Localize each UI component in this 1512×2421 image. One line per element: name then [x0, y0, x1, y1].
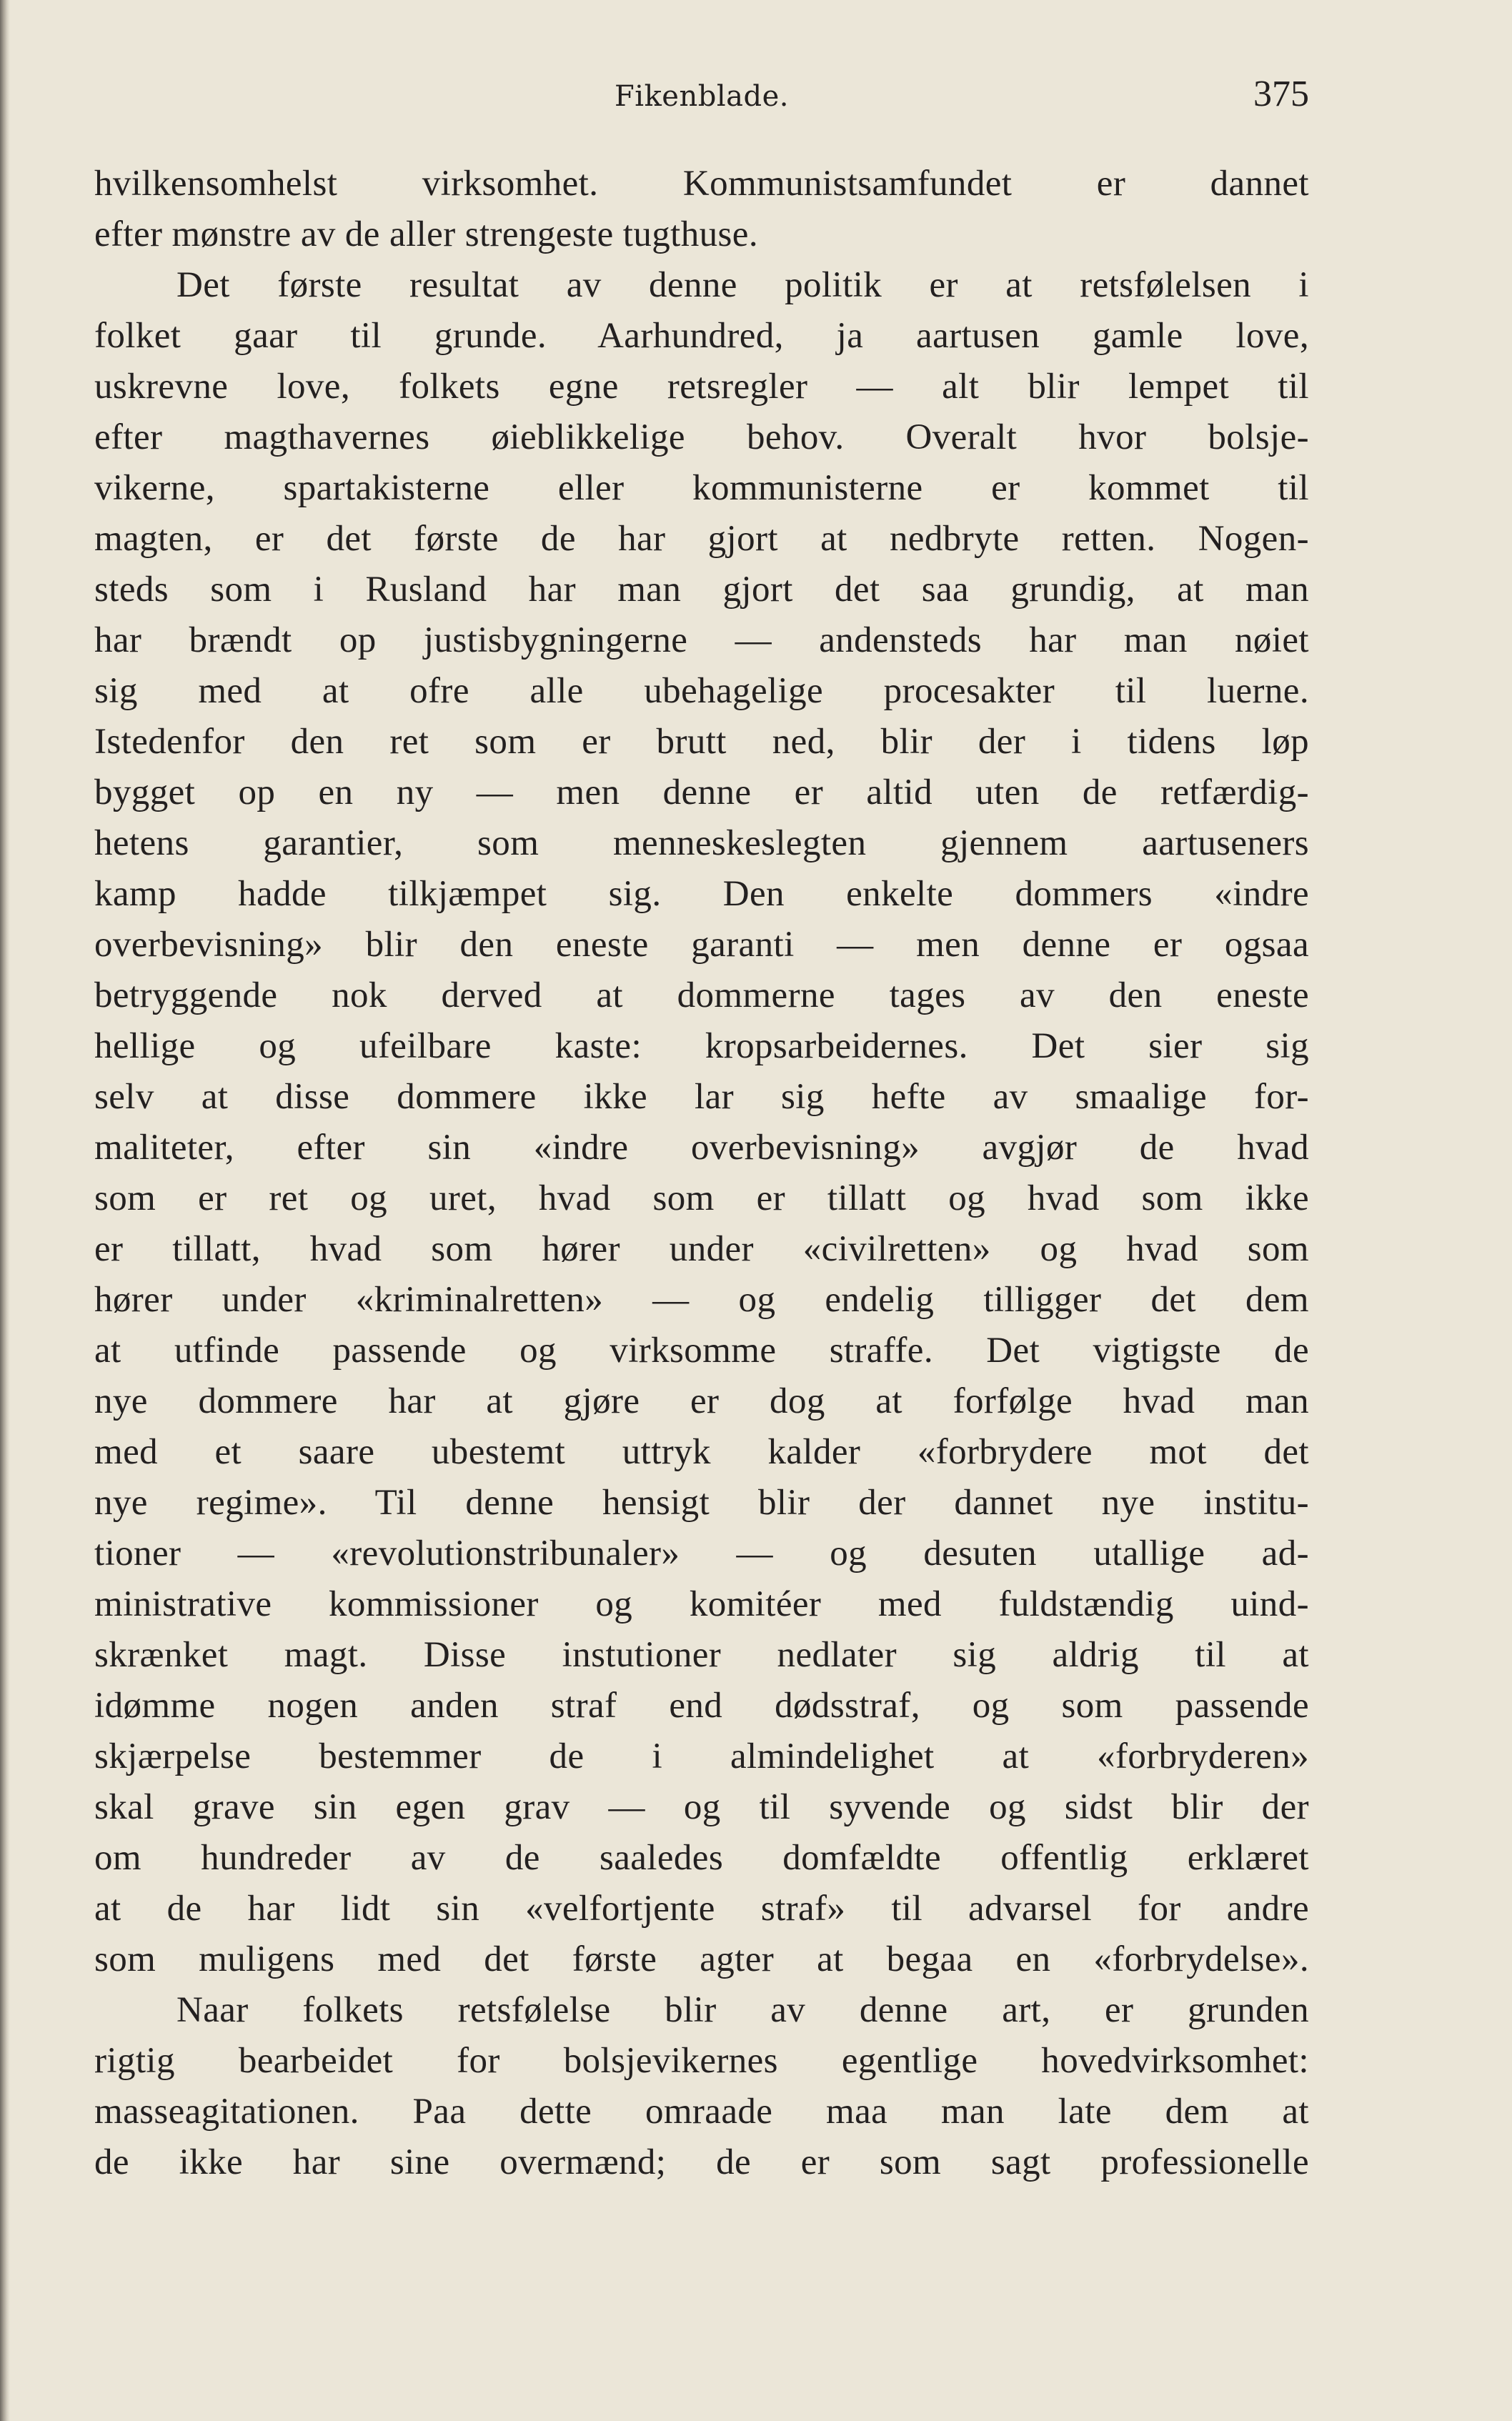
text-line: rigtig bearbeidet for bolsjevikernes egentlige hovedvirksomhet: [94, 2041, 1309, 2081]
text-line: magten, er det første de har gjort at nedbryte retten. Nogen- [94, 519, 1309, 559]
text-line: betryggende nok derved at dommerne tages av den eneste [94, 975, 1309, 1015]
text-line: uskrevne love, folkets egne retsregler — alt blir lempet til [94, 367, 1309, 407]
text-line: de ikke har sine overmænd; de er som sagt professionelle [94, 2142, 1309, 2182]
text-line: steds som i Rusland har man gjort det saa grundig, at man [94, 570, 1309, 610]
binding-edge [0, 0, 10, 2421]
text-line: efter magthavernes øieblikkelige behov. Overalt hvor bolsje- [94, 417, 1309, 457]
text-line: om hundreder av de saaledes domfældte offentlig erklæret [94, 1838, 1309, 1878]
paragraph-first-line: Naar folkets retsfølelse blir av denne art, er grunden [176, 1990, 1309, 2030]
paragraph-first-line: Det første resultat av denne politik er at retsfølelsen i [176, 265, 1309, 305]
text-line: overbevisning» blir den eneste garanti — men denne er ogsaa [94, 925, 1309, 965]
text-line: nye dommere har at gjøre er dog at forfølge hvad man [94, 1381, 1309, 1421]
text-line: hetens garantier, som menneskeslegten gjennem aartuseners [94, 823, 1309, 863]
text-line: Istedenfor den ret som er brutt ned, blir der i tidens løp [94, 722, 1309, 762]
text-line: hører under «kriminalretten» — og endelig tilligger det dem [94, 1280, 1309, 1320]
text-line: selv at disse dommere ikke lar sig hefte av smaalige for- [94, 1077, 1309, 1117]
text-line: skjærpelse bestemmer de i almindelighet at «forbryderen» [94, 1736, 1309, 1776]
text-line: som er ret og uret, hvad som er tillatt og hvad som ikke [94, 1178, 1309, 1218]
text-line: efter mønstre av de aller strengeste tugthuse. [94, 214, 758, 254]
text-line: har brændt op justisbygningerne — andensteds har man nøiet [94, 620, 1309, 660]
text-line: skrænket magt. Disse instutioner nedlater sig aldrig til at [94, 1635, 1309, 1675]
text-line: ministrative kommissioner og komitéer med fuldstændig uind- [94, 1584, 1309, 1624]
body-text [94, 159, 1309, 2188]
running-head [94, 71, 1309, 129]
text-line: skal grave sin egen grav — og til syvende og sidst blir der [94, 1787, 1309, 1827]
text-line: kamp hadde tilkjæmpet sig. Den enkelte dommers «indre [94, 874, 1309, 914]
text-line: hellige og ufeilbare kaste: kropsarbeidernes. Det sier sig [94, 1026, 1309, 1066]
text-line: tioner — «revolutionstribunaler» — og desuten utallige ad- [94, 1533, 1309, 1574]
running-title: Fikenblade. [615, 80, 789, 113]
text-line: at de har lidt sin «velfortjente straf» til advarsel for andre [94, 1889, 1309, 1929]
text-line: sig med at ofre alle ubehagelige procesakter til luerne. [94, 671, 1309, 711]
text-line: med et saare ubestemt uttryk kalder «forbrydere mot det [94, 1432, 1309, 1472]
text-line: som muligens med det første agter at begaa en «forbrydelse». [94, 1939, 1309, 1979]
text-line: vikerne, spartakisterne eller kommunisterne er kommet til [94, 468, 1309, 508]
text-line: nye regime». Til denne hensigt blir der dannet nye institu- [94, 1483, 1309, 1523]
text-line: at utfinde passende og virksomme straffe. Det vigtigste de [94, 1331, 1309, 1371]
text-line: er tillatt, hvad som hører under «civilretten» og hvad som [94, 1229, 1309, 1269]
text-line: bygget op en ny — men denne er altid uten de retfærdig- [94, 772, 1309, 812]
text-line: idømme nogen anden straf end dødsstraf, og som passende [94, 1686, 1309, 1726]
text-line: hvilkensomhelst virksomhet. Kommunistsamfundet er dannet [94, 164, 1309, 204]
text-line: masseagitationen. Paa dette omraade maa man late dem at [94, 2092, 1309, 2132]
text-line: folket gaar til grunde. Aarhundred, ja aartusen gamle love, [94, 316, 1309, 356]
page-number: 375 [1253, 74, 1309, 114]
text-line: maliteter, efter sin «indre overbevisning» avgjør de hvad [94, 1128, 1309, 1168]
